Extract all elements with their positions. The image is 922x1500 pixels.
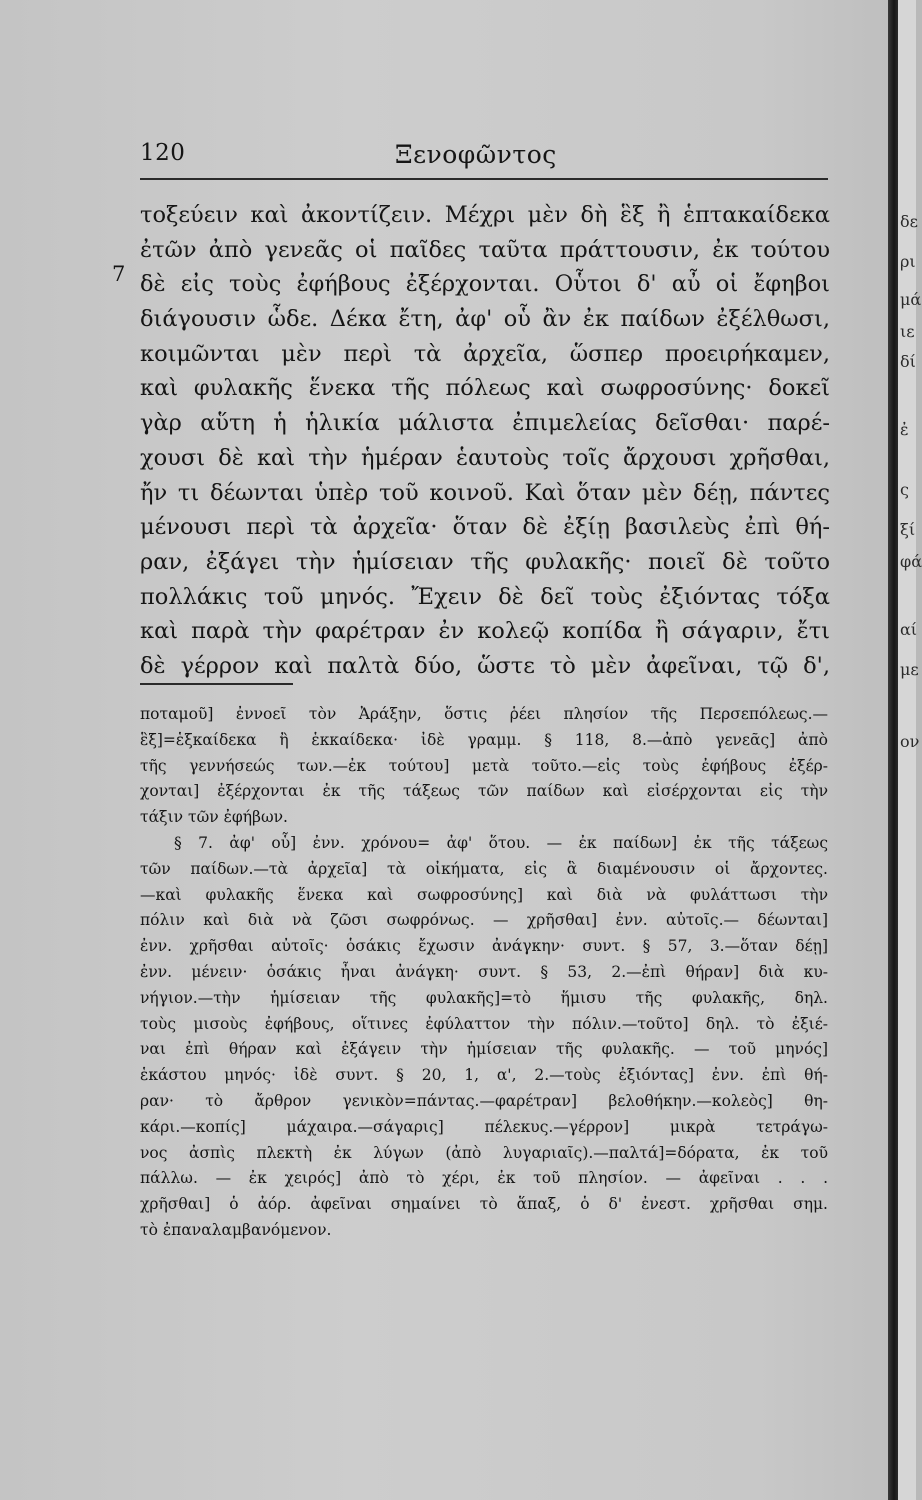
footnote-line: χονται] ἐξέρχονται ἐκ τῆς τάξεως τῶν παίδων καὶ εἰσέρχονται εἰς τὴν: [140, 782, 828, 801]
footnote-line: ἐνν. μένειν· ὁσάκις ἦναι ἀνάγκη· συντ. § 53, 2.—ἐπὶ θήραν] διὰ κυ-: [140, 962, 828, 981]
footnote-line: χρῆσθαι] ὁ ἀόρ. ἀφεῖναι σημαίνει τὸ ἅπαξ, ὁ δ' ἐνεστ. χρῆσθαι σημ.: [140, 1195, 828, 1214]
facing-page-edge: [898, 0, 922, 1500]
footnote-line: τῶν παίδων.—τὰ ἀρχεῖα] τὰ οἰκήματα, εἰς ἃ διαμένουσιν οἱ ἄρχοντες.: [140, 859, 828, 878]
footnote-line: § 7. ἀφ' οὗ] ἐνν. χρόνου= ἀφ' ὅτου. — ἐκ παίδων] ἐκ τῆς τάξεως: [174, 833, 828, 852]
main-text-line: καὶ παρὰ τὴν φαρέτραν ἐν κολεῷ κοπίδα ἢ σάγαριν, ἔτι: [140, 618, 830, 645]
facing-page-glyph: δί: [900, 352, 916, 371]
main-text-line: ραν, ἐξάγει τὴν ἡμίσειαν τῆς φυλακῆς· ποιεῖ δὲ τοῦτο: [140, 548, 830, 575]
footnote-line: ποταμοῦ] ἐννοεῖ τὸν Ἀράξην, ὅστις ῥέει πλησίον τῆς Περσεπόλεως.—: [140, 705, 828, 723]
facing-page-glyph: δε: [900, 212, 918, 231]
footnote-rule: [140, 683, 293, 685]
footnotes: [140, 702, 828, 1244]
footnote-line: ἓξ]=ἑξκαίδεκα ἢ ἑκκαίδεκα· ἰδὲ γραμμ. § 118, 8.—ἀπὸ γενεᾶς] ἀπὸ: [140, 730, 828, 749]
main-text-line: κοιμῶνται μὲν περὶ τὰ ἀρχεῖα, ὥσπερ προειρήκαμεν,: [140, 340, 830, 367]
main-text-line: δὲ εἰς τοὺς ἐφήβους ἐξέρχονται. Οὗτοι δ' αὖ οἱ ἔφηβοι: [140, 271, 830, 298]
footnote-line: κάρι.—κοπίς] μάχαιρα.—σάγαρις] πέλεκυς.—γέρρον] μικρὰ τετράγω-: [140, 1117, 828, 1136]
main-text-line: καὶ φυλακῆς ἕνεκα τῆς πόλεως καὶ σωφροσύνης· δοκεῖ: [140, 375, 830, 402]
main-text-line: χουσι δὲ καὶ τὴν ἡμέραν ἑαυτοὺς τοῖς ἄρχουσι χρῆσθαι,: [140, 444, 830, 471]
footnote-line: τὸ ἐπαναλαμβανόμενον.: [140, 1220, 332, 1239]
facing-page-glyph: ς: [900, 480, 909, 499]
main-text-line: ἤν τι δέωνται ὑπὲρ τοῦ κοινοῦ. Καὶ ὅταν μὲν δέῃ, πάντες: [140, 479, 830, 506]
footnote-line: ραν· τὸ ἄρθρον γενικὸν=πάντας.—φαρέτραν] βελοθήκην.—κολεὸς] θη-: [140, 1091, 828, 1110]
footnote-line: ναι ἐπὶ θήραν καὶ ἐξάγειν τὴν ἡμίσειαν τῆς φυλακῆς. — τοῦ μηνός]: [140, 1040, 828, 1059]
page-number: 120: [140, 140, 186, 166]
footnote-line: νος ἀσπὶς πλεκτὴ ἐκ λύγων (ἀπὸ λυγαριαῖς).—παλτά]=δόρατα, ἐκ τοῦ: [140, 1143, 828, 1162]
main-text-line: τοξεύειν καὶ ἀκοντίζειν. Μέχρι μὲν δὴ ἓξ ἢ ἑπτακαίδεκα: [140, 202, 830, 228]
running-title: Ξενοφῶντος: [395, 140, 557, 169]
facing-page-glyph: φά: [900, 552, 922, 571]
footnote-line: πόλιν καὶ διὰ νὰ ζῶσι σωφρόνως. — χρῆσθαι] ἐνν. αὐτοῖς.— δέωνται]: [140, 911, 828, 930]
facing-page-glyph: ξί: [900, 520, 916, 539]
main-text-line: διάγουσιν ὧδε. Δέκα ἔτη, ἀφ' οὗ ἂν ἐκ παίδων ἐξέλθωσι,: [140, 306, 830, 333]
header-rule: [140, 178, 828, 180]
main-text-line: γὰρ αὕτη ἡ ἡλικία μάλιστα ἐπιμελείας δεῖσθαι· παρέ-: [140, 410, 830, 437]
page-header: [140, 140, 830, 176]
facing-page-glyph: με: [900, 660, 919, 679]
footnote-line: ἐνν. χρῆσθαι αὐτοῖς· ὁσάκις ἔχωσιν ἀνάγκην· συντ. § 57, 3.—ὅταν δέῃ]: [140, 937, 828, 956]
book-gutter: [888, 0, 898, 1500]
footnote-line: πάλλω. — ἐκ χειρός] ἀπὸ τὸ χέρι, ἐκ τοῦ πλησίον. — ἀφεῖναι . . .: [140, 1169, 828, 1188]
footnote-line: νήγιον.—τὴν ἡμίσειαν τῆς φυλακῆς]=τὸ ἥμισυ τῆς φυλακῆς, δηλ.: [140, 988, 828, 1007]
facing-page-glyph: μά: [900, 290, 922, 309]
footnote-line: —καὶ φυλακῆς ἕνεκα καὶ σωφροσύνης] καὶ διὰ νὰ φυλάττωσι τὴν: [140, 885, 828, 904]
main-text-line: ἐτῶν ἀπὸ γενεᾶς οἱ παῖδες ταῦτα πράττουσιν, ἐκ τούτου: [140, 236, 830, 263]
main-text-line: δὲ γέρρον καὶ παλτὰ δύο, ὥστε τὸ μὲν ἀφεῖναι, τῷ δ',: [140, 652, 830, 679]
main-text-line: πολλάκις τοῦ μηνός. Ἔχειν δὲ δεῖ τοὺς ἐξιόντας τόξα: [140, 583, 830, 610]
facing-page-glyph: ἐ: [900, 420, 909, 439]
facing-page-glyph: αί: [900, 620, 918, 639]
footnote-line: τῆς γεννήσεώς των.—ἐκ τούτου] μετὰ τοῦτο.—εἰς τοὺς ἐφήβους ἐξέρ-: [140, 756, 828, 775]
footnote-line: ἑκάστου μηνός· ἰδὲ συντ. § 20, 1, α', 2.—τοὺς ἐξιόντας] ἐνν. ἐπὶ θή-: [140, 1066, 828, 1085]
section-margin-number: 7: [112, 262, 126, 286]
facing-page-glyph: ιε: [900, 322, 915, 341]
facing-page-glyph: ον: [900, 732, 920, 751]
main-text-line: μένουσι περὶ τὰ ἀρχεῖα· ὅταν δὲ ἐξίῃ βασιλεὺς ἐπὶ θή-: [140, 514, 830, 541]
footnote-line: τάξιν τῶν ἐφήβων.: [140, 808, 288, 827]
main-text: [140, 198, 830, 684]
facing-page-glyph: ρι: [900, 252, 916, 271]
footnote-line: τοὺς μισοὺς ἐφήβους, οἵτινες ἐφύλαττον τὴν πόλιν.—τοῦτο] δηλ. τὸ ἐξιέ-: [140, 1014, 828, 1033]
